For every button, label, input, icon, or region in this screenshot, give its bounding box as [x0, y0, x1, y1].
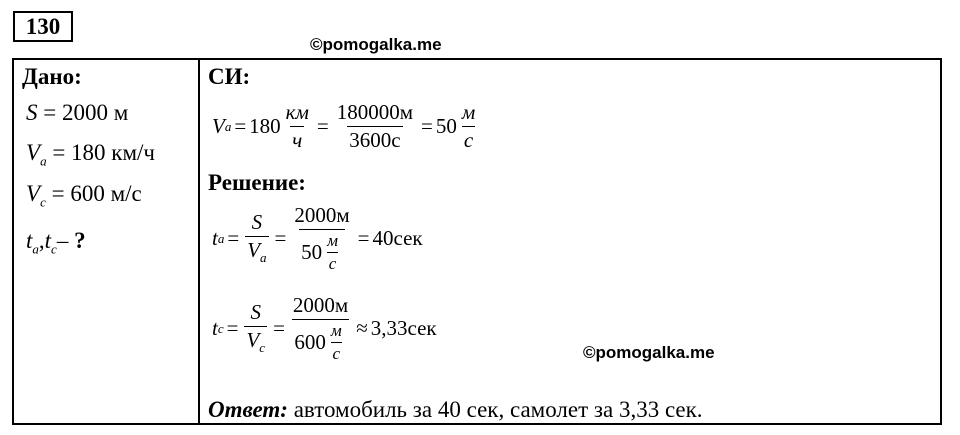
f1-result: 40сек	[372, 226, 423, 250]
given-subscript: c	[40, 194, 46, 210]
given-question	[26, 228, 86, 258]
answer-label: Ответ:	[208, 397, 288, 422]
si-heading: СИ:	[208, 64, 251, 89]
watermark-top: ©pomogalka.me	[310, 35, 442, 54]
given-line-car-speed	[26, 140, 155, 170]
f2-lhs-sub: c	[217, 320, 224, 336]
solution-heading: Решение:	[208, 170, 306, 195]
si-lhs: V	[212, 114, 225, 138]
q-mark: ?	[74, 228, 86, 253]
f2-eq: =	[226, 316, 239, 340]
solution-formula-car	[212, 203, 423, 274]
given-line-distance	[26, 100, 128, 126]
si-frac-conv: $\frac{180000м}{3600с}$	[336, 100, 414, 152]
f2-lhs: t	[212, 316, 218, 340]
q-t1: t	[26, 228, 33, 253]
column-divider	[198, 58, 200, 425]
si-value: 180	[249, 114, 281, 138]
si-result: 50	[435, 114, 457, 138]
watermark-bottom: ©pomogalka.me	[583, 343, 715, 362]
f1-rel: =	[357, 226, 370, 250]
answer-text: автомобиль за 40 сек, самолет за 3,33 сек.	[287, 397, 703, 422]
f2-frac-values: 2000м 600 $\frac{м}{с}$	[292, 293, 349, 363]
q-sep: ,	[38, 228, 45, 253]
given-subscript: a	[40, 153, 47, 169]
f1-lhs-sub: a	[217, 230, 225, 246]
f2-result: 3,33сек	[370, 316, 437, 340]
f1-frac-sv: $\frac{S}{V_a}$	[247, 210, 267, 266]
given-symbol: V	[26, 181, 41, 206]
q-dash: –	[56, 228, 75, 253]
si-conversion-formula	[212, 100, 480, 153]
answer-line	[208, 397, 703, 423]
given-value: = 600 м/с	[45, 181, 142, 206]
q-s2: c	[51, 241, 57, 257]
si-eq2: =	[316, 114, 329, 138]
f1-eq: =	[227, 226, 240, 250]
given-line-plane-speed	[26, 181, 142, 211]
f2-eq2: =	[273, 316, 285, 340]
q-s1: a	[32, 241, 39, 257]
f2-rel: ≈	[356, 316, 368, 340]
f1-lhs: t	[212, 226, 218, 250]
problem-number: 130	[13, 11, 73, 42]
given-value: = 2000 м	[37, 100, 129, 125]
si-frac-ms: $\frac{м}{с}$	[461, 100, 476, 152]
si-eq: =	[234, 114, 247, 138]
f1-eq2: =	[274, 226, 287, 250]
f2-frac-sv: $\frac{S}{V_c}$	[246, 300, 266, 356]
si-frac-kmh: $\frac{км}{ч}$	[285, 100, 309, 152]
solution-formula-plane	[212, 293, 437, 364]
given-symbol: S	[26, 100, 38, 125]
q-t2: t	[44, 228, 52, 253]
si-lhs-sub: a	[224, 118, 232, 134]
given-value: = 180 км/ч	[46, 140, 155, 165]
f1-frac-values: 2000м 50 $\frac{м}{с}$	[294, 203, 350, 273]
si-eq3: =	[421, 114, 433, 138]
given-symbol: V	[26, 140, 41, 165]
given-heading: Дано:	[22, 64, 82, 89]
